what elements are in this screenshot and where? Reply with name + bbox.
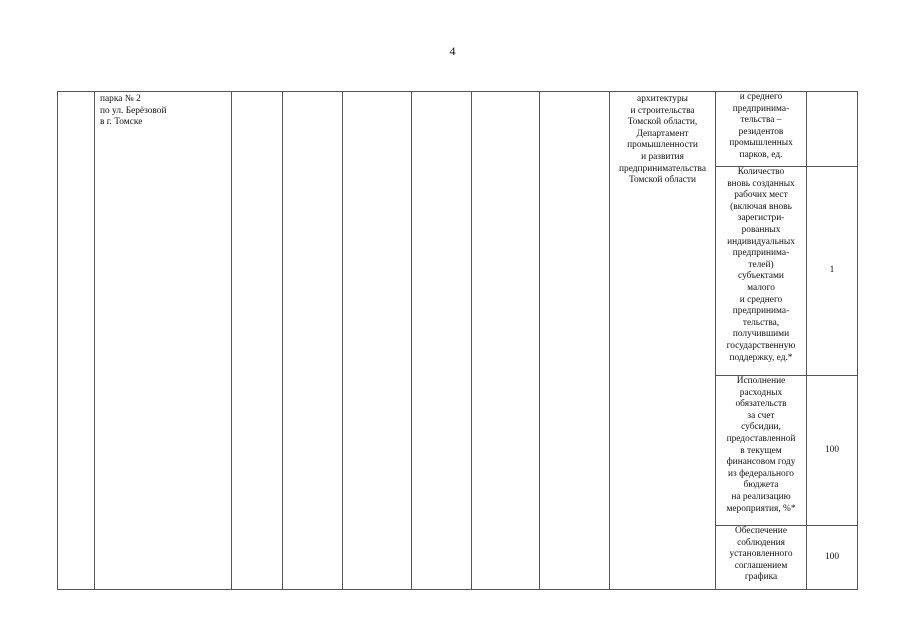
number-cell xyxy=(58,92,95,590)
indicator-line: соглашением xyxy=(734,560,788,571)
event-name-cell xyxy=(95,92,232,590)
executor-line: и развития xyxy=(641,151,684,162)
indicator-line: предоставленной xyxy=(726,433,796,444)
empty-cell xyxy=(283,92,343,590)
indicator-line: малого xyxy=(747,282,775,293)
indicator-line: Исполнение xyxy=(736,376,786,386)
indicator-value: 100 xyxy=(807,526,858,590)
indicator-line: рованных xyxy=(741,224,781,235)
indicator-line: предпринима- xyxy=(732,248,790,259)
event-name-line: по ул. Берёзовой xyxy=(100,105,167,116)
indicator-line: на реализацию xyxy=(731,491,791,502)
indicator-cell xyxy=(716,526,807,590)
indicator-line: и среднего xyxy=(739,92,783,102)
empty-cell xyxy=(472,92,540,590)
indicator-line: и среднего xyxy=(739,294,783,305)
empty-cell xyxy=(232,92,283,590)
indicator-line: предпринима- xyxy=(732,306,790,317)
indicator-line: (включая вновь xyxy=(730,201,792,212)
indicator-line: индивидуальных xyxy=(727,236,795,247)
indicator-line: тельства, xyxy=(742,317,780,328)
indicator-line: в текущем xyxy=(740,445,782,456)
empty-cell xyxy=(540,92,610,590)
page-number: 4 xyxy=(449,44,456,58)
indicator-line: получившими xyxy=(732,329,790,340)
indicator-line: государственную xyxy=(726,340,796,351)
indicator-line: телей) xyxy=(748,259,774,270)
indicator-value: 1 xyxy=(807,167,858,376)
indicator-value xyxy=(807,92,858,167)
indicator-line: субсидии, xyxy=(741,422,781,433)
indicator-line: графика xyxy=(744,572,778,583)
executor-line: Томской области xyxy=(628,175,697,186)
indicator-line: субъектами xyxy=(738,271,784,282)
indicator-value: 100 xyxy=(807,376,858,526)
indicator-cell xyxy=(716,376,807,526)
indicator-line: тельства – xyxy=(740,115,782,126)
executors-cell xyxy=(610,92,716,590)
executor-line: Томской области, xyxy=(627,117,698,128)
empty-cell xyxy=(343,92,412,590)
indicator-line: предпринима- xyxy=(732,103,790,114)
indicator-line: вновь созданных xyxy=(727,178,795,189)
indicator-cell xyxy=(716,92,807,167)
indicator-line: бюджета xyxy=(743,480,779,491)
indicator-line: установленного xyxy=(729,549,793,560)
indicator-line: парков, ед. xyxy=(739,149,783,160)
indicator-line: финансовом году xyxy=(726,457,796,468)
executor-line: промышленности xyxy=(627,140,698,151)
executor-line: Департамент xyxy=(636,128,689,139)
indicator-cell xyxy=(716,167,807,376)
indicator-line: соблюдения xyxy=(737,537,785,548)
event-name-line: парка № 2 xyxy=(100,94,141,104)
event-name-line: в г. Томске xyxy=(100,117,143,128)
indicator-line: мероприятия, %* xyxy=(726,503,796,514)
executor-line: предпринимательства xyxy=(619,163,706,174)
executor-line: и строительства xyxy=(630,105,695,116)
indicator-line: обязательств xyxy=(735,399,787,410)
indicator-line: расходных xyxy=(739,387,783,398)
executor-line: архитектуры xyxy=(637,94,688,104)
indicator-line: из федерального xyxy=(728,468,794,479)
indicator-line: за счет xyxy=(747,410,775,421)
indicator-line: Количество xyxy=(737,167,785,177)
table-row xyxy=(58,92,858,167)
indicator-line: резидентов xyxy=(738,126,784,137)
indicator-line: Обеспечение xyxy=(735,526,787,536)
indicator-line: промышленных xyxy=(729,138,793,149)
program-table xyxy=(57,91,858,590)
empty-cell xyxy=(412,92,472,590)
indicator-line: зарегистри- xyxy=(737,213,785,224)
indicator-line: поддержку, ед.* xyxy=(729,352,793,363)
indicator-line: рабочих мест xyxy=(734,190,788,201)
